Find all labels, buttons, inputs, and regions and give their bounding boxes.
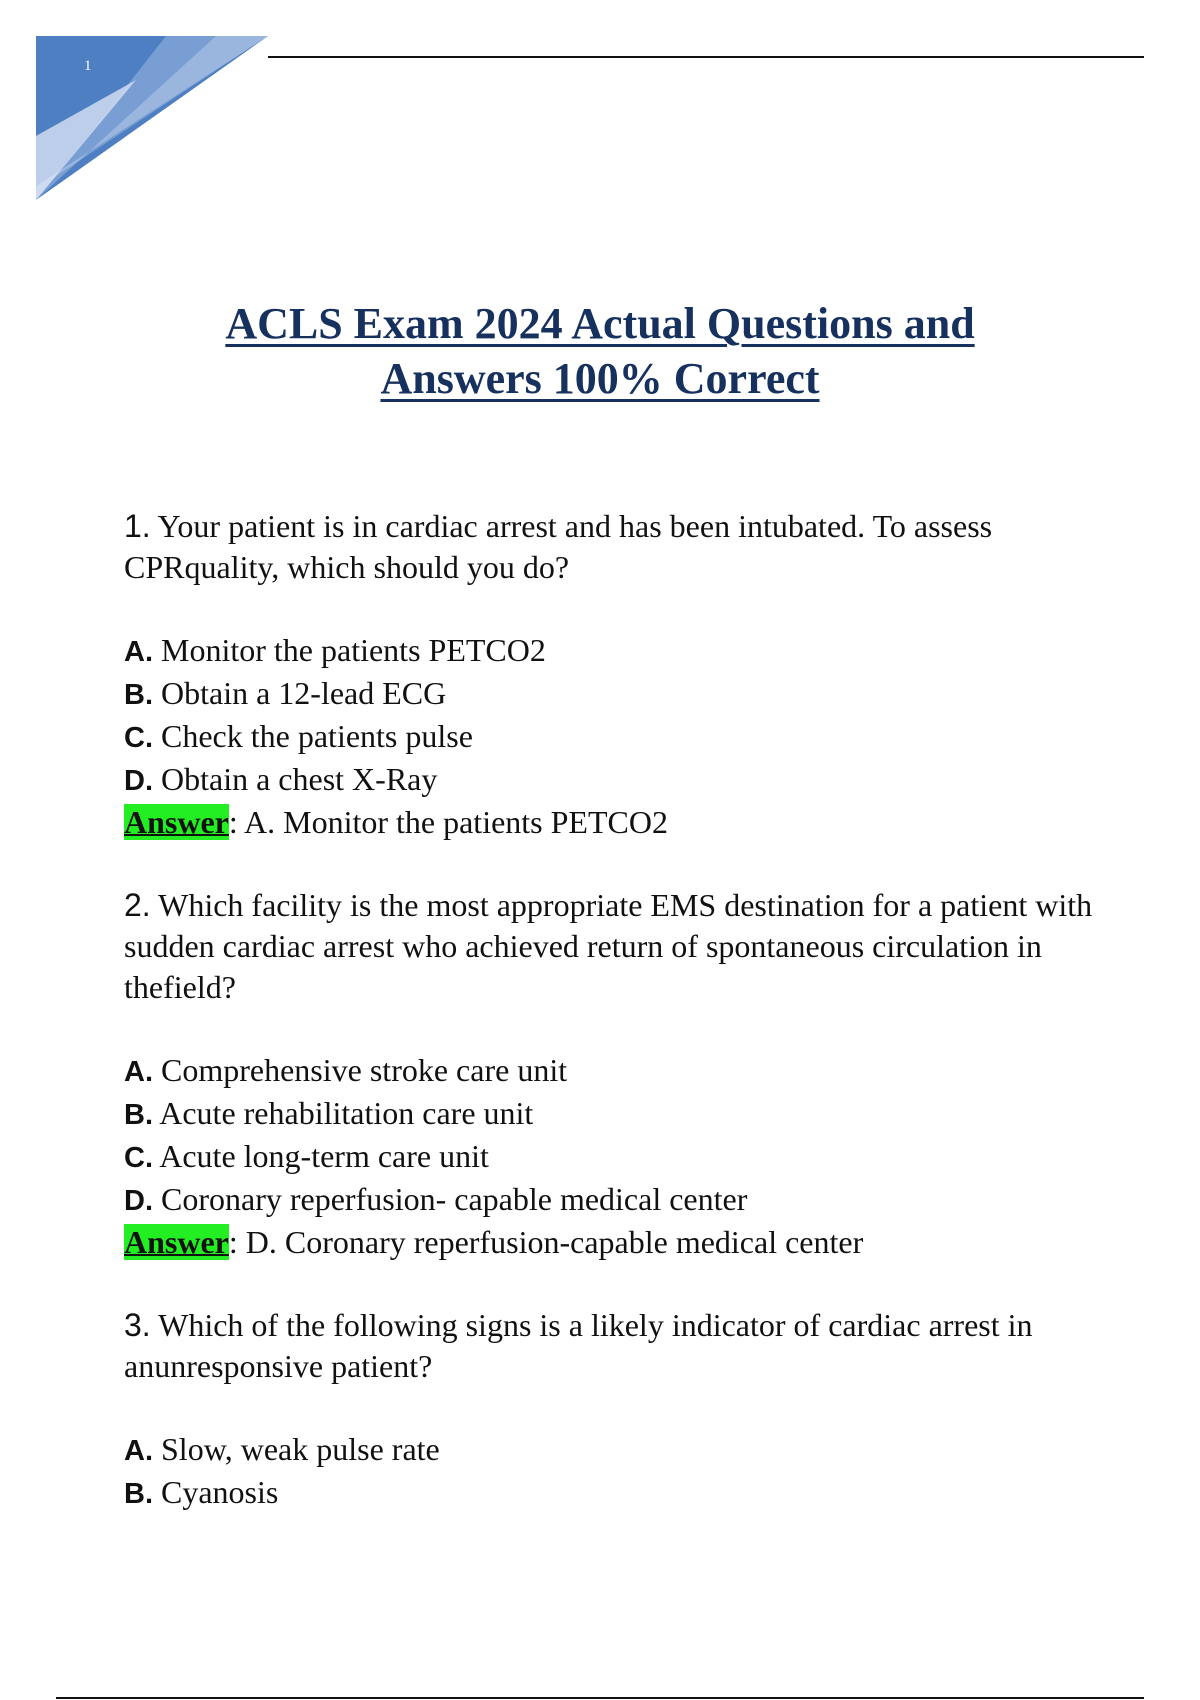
- answer-text: : A. Monitor the patients PETCO2: [228, 804, 668, 840]
- option-b: B. Acute rehabilitation care unit: [124, 1095, 534, 1131]
- title-line-1: ACLS Exam 2024 Actual Questions and: [225, 299, 975, 348]
- option-d: D. Obtain a chest X-Ray: [124, 761, 438, 797]
- question-3: [124, 1305, 1124, 1515]
- question-text: [124, 1305, 1124, 1387]
- option-a: A. Monitor the patients PETCO2: [124, 632, 546, 668]
- title-line-2: Answers 100% Correct: [380, 354, 820, 403]
- answer-text: : D. Coronary reperfusion-capable medical center: [228, 1224, 864, 1260]
- answer-line: [124, 1222, 1124, 1263]
- option-a: A. Slow, weak pulse rate: [124, 1431, 440, 1467]
- answer-label: Answer: [124, 1224, 229, 1260]
- question-body: Which of the following signs is a likely indicator of cardiac arrest in anunresponsive patient?: [124, 1307, 1033, 1384]
- option-c: C. Acute long-term care unit: [124, 1138, 489, 1174]
- question-number: 1.: [124, 508, 151, 544]
- question-body: Which facility is the most appropriate EMS destination for a patient with sudden cardiac arrest who achieved return of spontaneous circulation in thefield?: [124, 887, 1093, 1005]
- document-title: [150, 296, 1050, 406]
- question-number: 2.: [124, 887, 151, 923]
- page-number: 1: [84, 58, 92, 74]
- corner-decoration: [36, 36, 268, 200]
- option-b: B. Obtain a 12-lead ECG: [124, 675, 447, 711]
- question-body: Your patient is in cardiac arrest and has been intubated. To assess CPRquality, which should you do?: [124, 508, 993, 585]
- option-b: B. Cyanosis: [124, 1474, 279, 1510]
- option-c: C. Check the patients pulse: [124, 718, 473, 754]
- question-1: [124, 506, 1124, 843]
- answer-line: [124, 802, 1124, 843]
- question-2: [124, 885, 1124, 1263]
- footer-rule: [56, 1697, 1144, 1699]
- question-text: [124, 506, 1124, 588]
- question-text: [124, 885, 1124, 1008]
- question-list: [124, 506, 1124, 1557]
- header-rule: [268, 56, 1144, 58]
- option-a: A. Comprehensive stroke care unit: [124, 1052, 568, 1088]
- question-number: 3.: [124, 1307, 151, 1343]
- option-d: D. Coronary reperfusion- capable medical center: [124, 1181, 748, 1217]
- answer-label: Answer: [124, 804, 229, 840]
